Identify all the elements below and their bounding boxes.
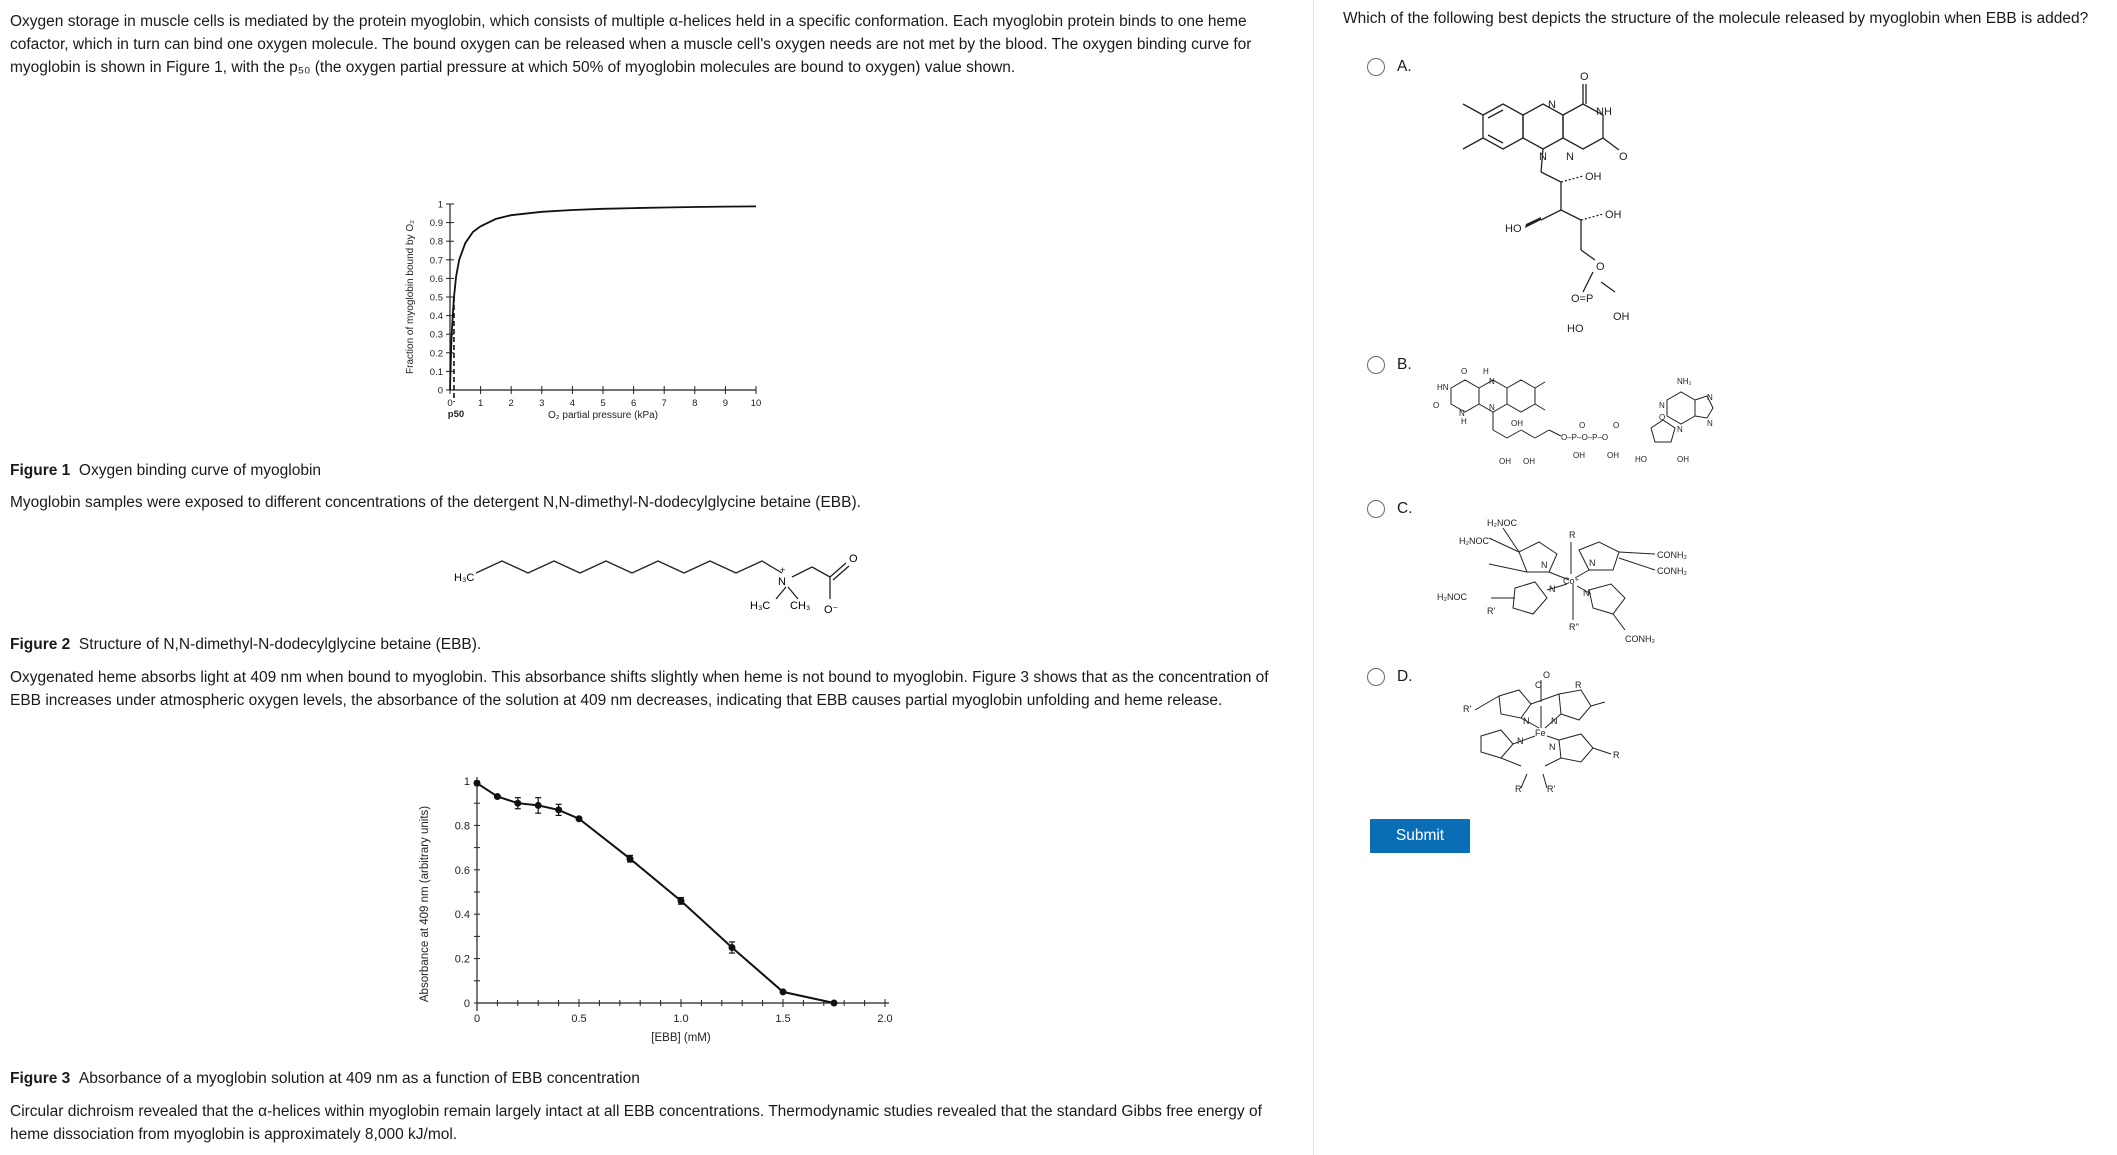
molA-oh2: OH: [1605, 209, 1622, 221]
passage-paragraph-2: Myoglobin samples were exposed to different concentrations of the detergent N,N-dimethyl-N-dodecylglycine betaine (EBB).: [10, 494, 861, 511]
molB-n-a3: N: [1707, 419, 1713, 428]
molD-o2: O: [1535, 680, 1543, 690]
ebb-h3c-left: H₃C: [454, 572, 475, 584]
ebb-n-plus: N: [778, 576, 786, 588]
ebb-o: O: [849, 553, 858, 565]
passage-paragraph-1: Oxygen storage in muscle cells is mediated by the protein myoglobin, which consists of multiple α-helices held in a specific conformation. Each myoglobin protein binds to one heme cofactor, which in turn can bind one oxygen molecule. The bound oxygen can be released when a muscle cell's oxygen needs are not met by the blood. The oxygen binding curve for myoglobin is shown in Figure 1, with the p₅₀ (the oxygen partial pressure at which 50% of myoglobin molecules are bound to oxygen) value shown.: [10, 13, 1252, 76]
fig3-y-tick-label: 1: [463, 776, 470, 788]
molB-chain: O–P–O–P–O: [1561, 433, 1609, 442]
molC-h2noc1: H₂NOC: [1487, 518, 1517, 528]
molD-r1: R: [1575, 680, 1582, 690]
molB-o-top: O: [1461, 367, 1468, 376]
figure-1-label: Figure 1: [10, 462, 71, 479]
fig3-x-tick-label: 1.0: [673, 1013, 689, 1025]
fig3-x-tick-label: 0.5: [571, 1013, 587, 1025]
option-d-radio[interactable]: [1367, 668, 1385, 686]
option-c-label: C.: [1397, 500, 1413, 517]
molD-n3: N: [1517, 736, 1524, 746]
fig3-absorbance-line: [477, 783, 834, 1003]
fig3-data-point: [576, 815, 583, 822]
figure-2-ebb-structure: [450, 543, 880, 618]
ebb-h3c-n: H₃C: [750, 600, 771, 612]
molB-o-left: O: [1433, 401, 1440, 410]
molC-co: Co⁺: [1563, 576, 1580, 586]
fig3-y-tick-label: 0.8: [454, 820, 470, 833]
fig1-y-tick-label: 0.8: [429, 236, 443, 248]
fig3-data-point: [474, 780, 481, 787]
molA-op: O=P: [1571, 293, 1594, 305]
fig1-x-tick-label: 5: [600, 398, 606, 409]
molA-o1: O: [1580, 71, 1589, 83]
molC-n1: N: [1541, 560, 1548, 570]
fig1-y-tick-label: 0.5: [429, 292, 443, 304]
option-a-label: A.: [1397, 58, 1412, 75]
fig1-y-tick-label: 0: [437, 385, 443, 397]
option-b-label: B.: [1397, 356, 1412, 373]
molC-conh2-2: CONH₂: [1657, 566, 1687, 576]
question-panel: [1343, 8, 2113, 1148]
fig1-y-tick-label: 0.7: [429, 255, 443, 267]
fig1-y-tick-label: 0.4: [429, 311, 443, 323]
molB-n-a1: N: [1659, 401, 1665, 410]
molB-o-r: O: [1659, 413, 1666, 422]
figure-1-caption: [10, 459, 321, 482]
molB-oh-b2: OH: [1523, 457, 1535, 466]
fig1-y-tick-label: 1: [437, 199, 443, 211]
option-b-structure-fad[interactable]: [1431, 358, 1721, 488]
fig1-x-tick-label: 8: [692, 398, 698, 409]
fig3-y-tick-label: 0: [463, 998, 470, 1010]
molA-n1: N: [1548, 99, 1556, 111]
fig3-data-point: [831, 1000, 838, 1007]
option-a-structure-flavin-mononucleotide[interactable]: [1433, 60, 1703, 345]
molB-oh-r: OH: [1677, 455, 1689, 464]
fig3-data-point: [729, 944, 736, 951]
figure-3-label: Figure 3: [10, 1070, 71, 1087]
molC-n2: N: [1589, 558, 1596, 568]
fig1-x-tick-label: 3: [539, 398, 545, 409]
molA-nh: NH: [1596, 106, 1612, 118]
fig3-data-point: [514, 800, 521, 807]
molB-oh-p2: OH: [1607, 451, 1619, 460]
option-b-radio[interactable]: [1367, 356, 1385, 374]
fig3-data-point: [627, 855, 634, 862]
fig3-x-tick-label: 2.0: [877, 1013, 893, 1025]
molC-n4: N: [1583, 588, 1590, 598]
figure-1-caption-text: Oxygen binding curve of myoglobin: [78, 462, 322, 479]
fig3-y-tick-label: 0.4: [454, 909, 470, 922]
figure-3-absorbance-chart: [410, 763, 910, 1053]
molA-ho2: HO: [1567, 323, 1584, 335]
molA-n2: N: [1539, 151, 1547, 163]
fig1-x-axis-label: O₂ partial pressure (kPa): [547, 410, 659, 421]
figure-2-caption: [10, 633, 481, 656]
molB-h-top: H: [1483, 367, 1489, 376]
molA-o2: O: [1619, 151, 1628, 163]
fig1-binding-curve: [450, 206, 756, 390]
molB-o-p1: O: [1579, 421, 1586, 430]
molB-n-bot: N: [1459, 409, 1465, 418]
molB-o-p2: O: [1613, 421, 1620, 430]
panel-divider: [1313, 0, 1314, 1155]
fig1-x-tick-label: 4: [569, 398, 576, 409]
fig3-data-point: [678, 897, 685, 904]
molB-ho-r: HO: [1635, 455, 1647, 464]
fig3-y-tick-label: 0.2: [454, 953, 470, 966]
option-c-radio[interactable]: [1367, 500, 1385, 518]
fig3-data-point: [555, 806, 562, 813]
fig1-x-tick-label: 9: [722, 398, 729, 409]
molB-oh-b1: OH: [1499, 457, 1511, 466]
molB-oh-p1: OH: [1573, 451, 1585, 460]
option-d-label: D.: [1397, 668, 1413, 685]
passage-paragraph-4: Circular dichroism revealed that the α-helices within myoglobin remain largely intact at all EBB concentrations. Thermodynamic studies revealed that the standard Gibbs free energy of heme dissociation from myoglobin is approximately 8,000 kJ/mol.: [10, 1103, 1262, 1143]
molD-fe: Fe: [1535, 728, 1546, 738]
molB-n-mid: N: [1489, 403, 1495, 412]
figure-3-caption-text: Absorbance of a myoglobin solution at 409 nm as a function of EBB concentration: [78, 1070, 640, 1087]
molA-oh3: OH: [1613, 311, 1630, 323]
molC-conh2-1: CONH₂: [1657, 550, 1687, 560]
fig3-x-axis-label: [EBB] (mM): [651, 1032, 711, 1044]
molB-n-a4: N: [1677, 425, 1683, 434]
molB-oh-top: OH: [1511, 419, 1523, 428]
option-c-structure-cobalamin[interactable]: [1429, 502, 1729, 652]
molB-n-a2: N: [1707, 393, 1713, 402]
molD-r3: R: [1613, 750, 1620, 760]
option-a-radio[interactable]: [1367, 58, 1385, 76]
fig1-x-tick-label: 0: [447, 398, 453, 409]
molC-conh2-3: CONH₂: [1625, 634, 1655, 644]
ebb-o-minus: O⁻: [824, 604, 839, 616]
fig1-y-axis-label: Fraction of myoglobin bound by O₂: [405, 220, 416, 374]
submit-button[interactable]: Submit: [1370, 819, 1470, 853]
figure-3-caption: [10, 1067, 640, 1090]
fig1-y-tick-label: 0.3: [429, 329, 443, 341]
molC-r2: R': [1487, 606, 1496, 616]
molA-o3: O: [1596, 261, 1605, 273]
molD-r5: R': [1547, 784, 1556, 794]
fig3-y-tick-label: 0.6: [454, 864, 470, 877]
ebb-plus-charge: +: [780, 565, 786, 575]
molB-h-bot: H: [1461, 417, 1467, 426]
molD-r4: R: [1515, 784, 1522, 794]
molA-oh1: OH: [1585, 171, 1602, 183]
molA-ho1: HO: [1505, 223, 1522, 235]
molC-h2noc3: H₂NOC: [1437, 592, 1467, 602]
fig1-y-tick-label: 0.1: [429, 366, 443, 378]
fig1-y-tick-label: 0.6: [429, 273, 443, 285]
molB-hn: HN: [1437, 383, 1449, 392]
passage-paragraph-3: Oxygenated heme absorbs light at 409 nm when bound to myoglobin. This absorbance shifts slightly when heme is not bound to myoglobin. Figure 3 shows that as the concentration of EBB increases under atmospheric oxygen levels, the absorbance of the solution at 409 nm decreases, indicating that EBB causes partial myoglobin unfolding and heme release.: [10, 669, 1269, 709]
fig1-x-tick-label: 2: [508, 398, 514, 409]
fig3-data-point: [780, 988, 787, 995]
fig1-y-tick-label: 0.2: [429, 348, 443, 360]
molD-n1: N: [1523, 716, 1530, 726]
molA-n3: N: [1566, 151, 1574, 163]
molC-h2noc2: H₂NOC: [1459, 536, 1489, 546]
fig3-y-axis-label: Absorbance at 409 nm (arbitrary units): [419, 805, 431, 1003]
molD-n4: N: [1549, 742, 1556, 752]
molD-o1: O: [1543, 670, 1551, 680]
fig1-x-tick-label: 10: [750, 398, 762, 409]
figure-2-label: Figure 2: [10, 636, 71, 653]
fig1-y-tick-label: 0.9: [429, 218, 443, 230]
ebb-ch3: CH₃: [790, 600, 811, 612]
figure-1-oxygen-binding-chart: [405, 118, 915, 448]
molC-r1: R: [1569, 530, 1576, 540]
fig3-data-point: [535, 802, 542, 809]
molC-r3: R'': [1569, 622, 1579, 632]
molB-nh2: NH₂: [1677, 377, 1692, 386]
molC-n3: N: [1549, 584, 1556, 594]
molD-n2: N: [1551, 716, 1558, 726]
molD-r2: R': [1463, 704, 1472, 714]
fig1-x-tick-label: 1: [477, 398, 484, 409]
molB-n-ring: N: [1489, 377, 1495, 386]
option-d-structure-heme-o2[interactable]: [1435, 666, 1655, 796]
question-text: Which of the following best depicts the structure of the molecule released by myoglobin when EBB is added?: [1343, 10, 2089, 27]
fig1-x-tick-label: 6: [630, 398, 637, 409]
fig1-x-tick-label: 7: [661, 398, 667, 409]
fig1-p50-label: p50: [447, 409, 465, 420]
passage-panel: [10, 8, 1300, 1148]
fig3-x-tick-label: 1.5: [775, 1013, 791, 1025]
fig3-x-tick-label: 0: [473, 1013, 481, 1025]
figure-2-caption-text: Structure of N,N-dimethyl-N-dodecylglycine betaine (EBB).: [78, 636, 482, 653]
fig3-data-point: [494, 793, 501, 800]
